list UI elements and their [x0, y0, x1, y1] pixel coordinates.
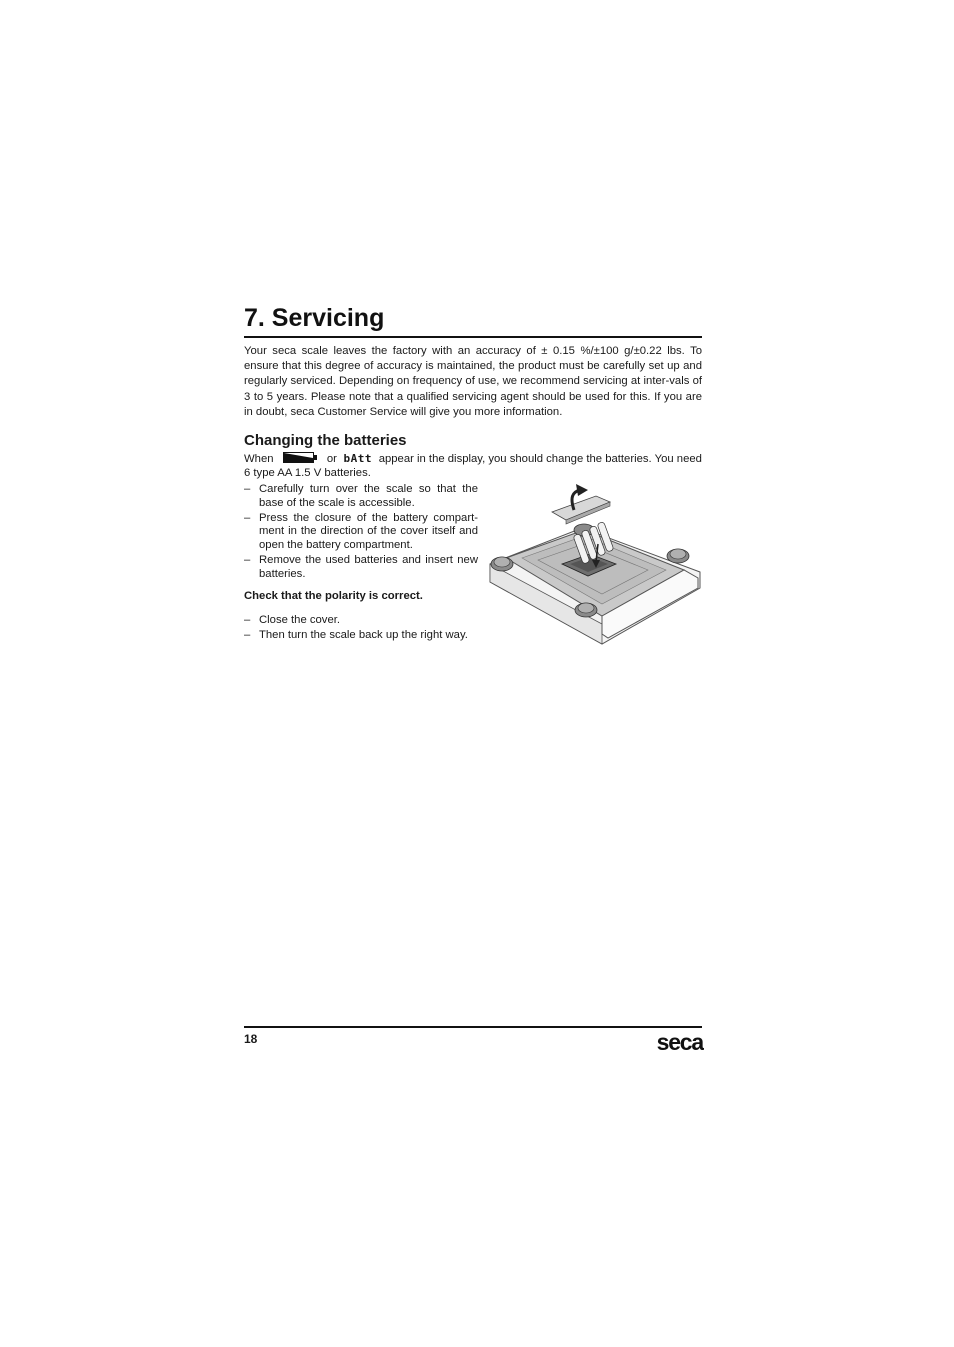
- page-number: 18: [244, 1032, 258, 1046]
- section-heading-batteries: Changing the batteries: [244, 432, 407, 449]
- battery-requirement: 6 type AA 1.5 V batteries.: [244, 467, 371, 479]
- step-text: Carefully turn over the scale so that the base of the scale is accessible.: [259, 483, 478, 509]
- battery-warning-text: [244, 452, 702, 480]
- scale-battery-illustration: [486, 484, 704, 646]
- list-item: [244, 483, 478, 510]
- step-text: Press the closure of the battery compart-ment in the direction of the cover itself and open the battery compartment.: [259, 511, 478, 551]
- list-item: [244, 512, 478, 553]
- step-text: Remove the used batteries and insert new batteries.: [259, 554, 478, 580]
- list-dash: –: [244, 629, 251, 642]
- list-dash: –: [244, 554, 251, 567]
- list-dash: –: [244, 614, 251, 626]
- logo-wordmark: seca: [656, 1029, 703, 1055]
- when-word: When: [244, 453, 274, 465]
- title-divider: [244, 336, 702, 338]
- polarity-note: Check that the polarity is correct.: [244, 590, 423, 602]
- list-item: [244, 554, 478, 581]
- step-text: Close the cover.: [259, 614, 341, 626]
- list-dash: –: [244, 511, 251, 524]
- list-dash: –: [244, 483, 251, 495]
- intro-paragraph: Your seca scale leaves the factory with an accuracy of ± 0.15 %/±100 g/±0.22 lbs. To ensure that this degree of accuracy is maintained, the product must be carefully set up and regularly serviced. Depending on frequency of use, we recommend servicing at inter-vals of 3 to 5 years. Please note that a qualified servicing agent should be used for this. If you are in doubt, seca Customer Service will give you more information.: [244, 345, 702, 418]
- footer-divider: [244, 1026, 702, 1028]
- list-item: [244, 614, 478, 628]
- appear-text: appear in the display, you should change the batteries. You need: [378, 453, 702, 465]
- step-text: Then turn the scale back up the right way.: [259, 629, 468, 642]
- low-battery-icon: [283, 452, 317, 463]
- seca-logo: [640, 1028, 704, 1056]
- final-steps-list: [244, 614, 478, 644]
- list-item: [244, 629, 478, 643]
- batt-display-code: bAtt: [343, 452, 373, 465]
- page-title: 7. Servicing: [244, 304, 385, 332]
- or-word: or: [326, 453, 337, 465]
- battery-steps-list: [244, 483, 478, 583]
